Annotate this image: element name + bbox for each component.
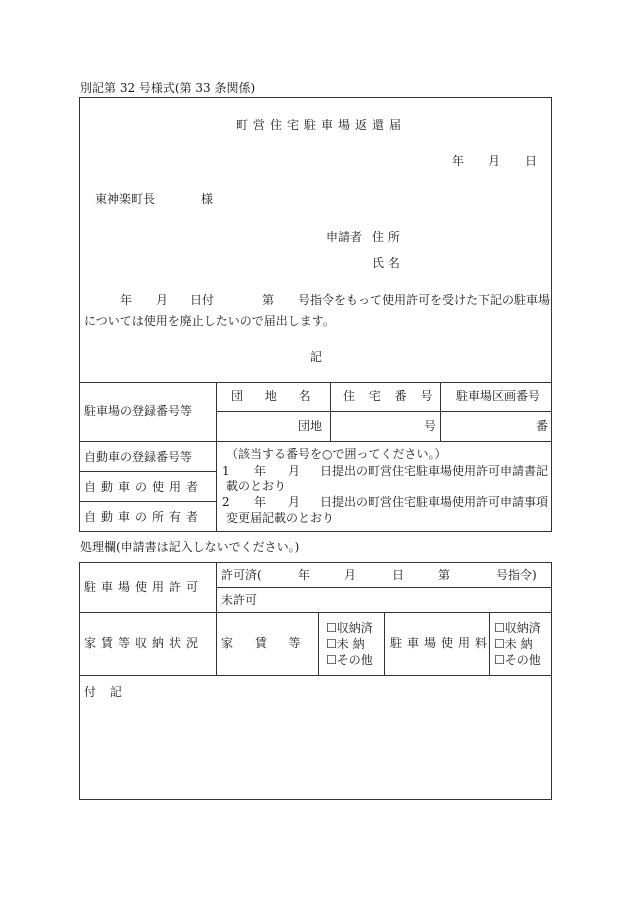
option2-month: 月 bbox=[288, 495, 301, 509]
vehicle-owner-label: 自動車の所有者 bbox=[84, 510, 204, 524]
processing-box bbox=[79, 562, 552, 800]
option2-number: 2 bbox=[222, 495, 230, 509]
option2-year: 年 bbox=[254, 495, 267, 509]
body-no: 第 bbox=[262, 293, 275, 307]
applicant-label: 申請者 bbox=[326, 230, 363, 244]
rent-divider-1 bbox=[318, 612, 319, 675]
address-label: 住 所 bbox=[372, 230, 400, 244]
parking-permit-label: 駐車場使用許可 bbox=[84, 580, 204, 594]
vehicle-table-top-rule bbox=[79, 441, 552, 442]
option1-number: 1 bbox=[222, 464, 230, 478]
addressee-honorific: 様 bbox=[201, 192, 214, 206]
permitted-day: 日 bbox=[392, 568, 405, 582]
form-title: 町営住宅駐車場返還届 bbox=[236, 118, 407, 132]
option1-year: 年 bbox=[254, 464, 267, 478]
form-number-note: 別記第 32 号様式(第 33 条関係) bbox=[80, 81, 256, 95]
vehicle-owner-rule bbox=[79, 501, 216, 502]
rent-divider-2 bbox=[384, 612, 385, 675]
body-line1-text: 号指令をもって使用許可を受けた下記の駐車場 bbox=[298, 293, 551, 307]
label-column-divider bbox=[216, 382, 217, 532]
permitted-year: 年 bbox=[298, 568, 311, 582]
date-month-label: 月 bbox=[488, 154, 501, 168]
name-label: 氏 名 bbox=[372, 256, 400, 270]
circle-number-note: （該当する番号を○で囲ってください。） bbox=[226, 447, 447, 461]
remarks-label: 付 記 bbox=[84, 685, 127, 699]
addressee-name: 東神楽町長 bbox=[95, 192, 156, 206]
parking-col-divider-1 bbox=[330, 382, 331, 441]
rent-bottom-rule bbox=[79, 675, 552, 676]
parking-fee-label: 駐車場使用料 bbox=[390, 636, 493, 650]
date-day-label: 日 bbox=[525, 154, 538, 168]
date-year-label: 年 bbox=[452, 154, 465, 168]
permitted-month: 月 bbox=[344, 568, 357, 582]
vehicle-registration-label: 自動車の登録番号等 bbox=[84, 450, 193, 464]
vehicle-user-label: 自動車の使用者 bbox=[84, 480, 204, 494]
parking-table-mid-rule bbox=[216, 411, 552, 412]
not-permitted-text: 未許可 bbox=[221, 593, 258, 607]
col-parking-section-header: 駐車場区画番号 bbox=[456, 389, 541, 403]
processing-heading: 処理欄(申請書は記入しないでください。) bbox=[80, 540, 300, 554]
ki-label: 記 bbox=[310, 350, 323, 364]
fee-status-opt-unpaid[interactable]: ☐未 納 bbox=[494, 637, 533, 651]
body-year: 年 bbox=[120, 293, 133, 307]
option1-text: 日提出の町営住宅駐車場使用許可申請書記 bbox=[320, 464, 549, 478]
rent-status-label: 家賃等収納状況 bbox=[84, 636, 204, 650]
fee-status-opt-other[interactable]: ☐その他 bbox=[494, 653, 541, 667]
col-housing-number-header: 住 宅 番 号 bbox=[343, 389, 438, 403]
processing-label-divider bbox=[216, 562, 217, 675]
rent-status-opt-unpaid[interactable]: ☐未 納 bbox=[326, 637, 365, 651]
permitted-text: 許可済( bbox=[221, 568, 262, 582]
option2-text: 日提出の町営住宅駐車場使用許可申請事項 bbox=[320, 495, 549, 509]
parking-registration-label: 駐車場の登録番号等 bbox=[84, 404, 193, 418]
unit-danchi: 団地 bbox=[298, 419, 323, 433]
unit-ban: 番 bbox=[536, 419, 549, 433]
unit-go: 号 bbox=[424, 419, 437, 433]
rent-status-opt-other[interactable]: ☐その他 bbox=[326, 653, 373, 667]
option1-month: 月 bbox=[288, 464, 301, 478]
body-line2: については使用を廃止したいので届出します。 bbox=[84, 314, 335, 328]
permit-bottom-rule bbox=[79, 612, 552, 613]
permitted-end: 号指令) bbox=[496, 568, 537, 582]
col-danchi-header: 団 地 名 bbox=[231, 389, 320, 403]
rent-status-opt-paid[interactable]: ☐収納済 bbox=[326, 621, 373, 635]
fee-status-opt-paid[interactable]: ☐収納済 bbox=[494, 621, 541, 635]
body-day: 日付 bbox=[190, 293, 215, 307]
parking-table-top-rule bbox=[79, 382, 552, 383]
permitted-no: 第 bbox=[438, 568, 451, 582]
vehicle-user-rule bbox=[79, 471, 216, 472]
body-month: 月 bbox=[156, 293, 169, 307]
option1-text-cont: 載のとおり bbox=[226, 479, 287, 493]
permit-mid-rule bbox=[216, 587, 552, 588]
option2-text-cont: 変更届記載のとおり bbox=[226, 511, 335, 525]
rent-item-label: 家 賃 等 bbox=[221, 636, 310, 650]
parking-col-divider-2 bbox=[440, 382, 441, 441]
